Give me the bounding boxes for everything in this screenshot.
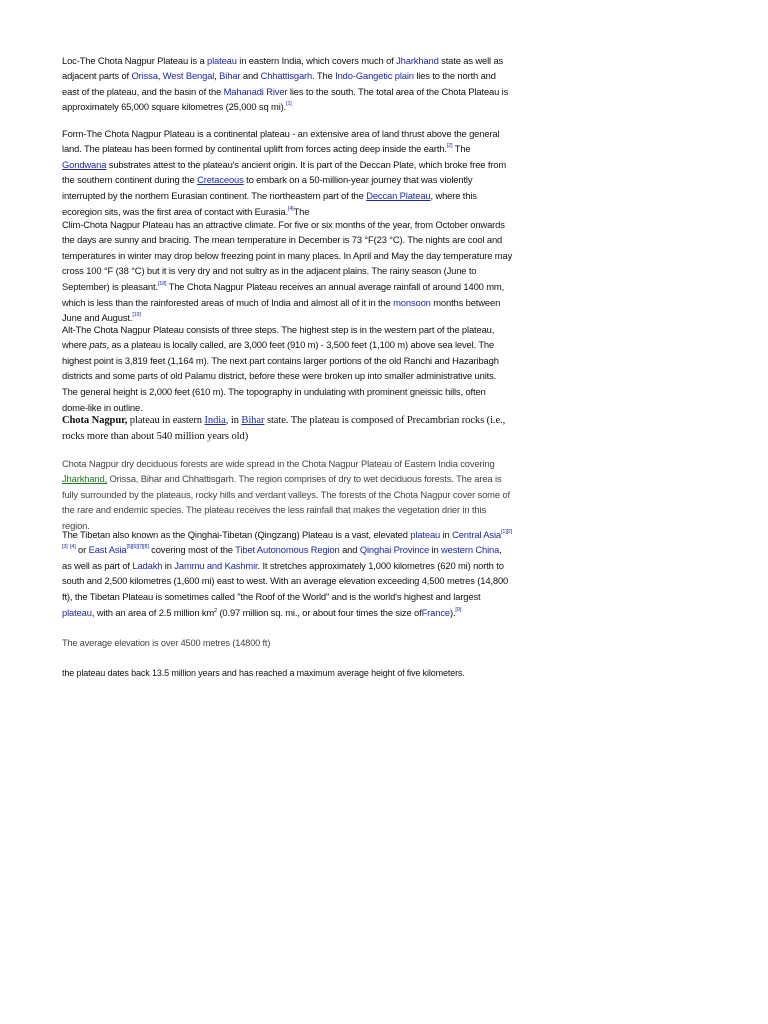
text: in eastern India, which covers much of: [236, 55, 397, 67]
link-orissa[interactable]: Orissa: [131, 71, 158, 83]
citation[interactable]: [4]: [287, 205, 294, 212]
link-cretaceous[interactable]: Cretaceous: [197, 175, 244, 187]
text: Chota Nagpur dry deciduous forests are wide spread in the Chota Nagpur Plateau of Eastern India covering: [62, 458, 495, 470]
text: to embark on a 50-million-year journey that was violently interrupted by the northern Eurasian continent. The northeastern part of the: [62, 175, 473, 202]
link-east-asia[interactable]: East Asia: [88, 545, 127, 557]
link-india[interactable]: India: [204, 414, 226, 426]
paragraph-climate: [62, 218, 513, 327]
link-tibet-autonomous-region[interactable]: Tibet Autonomous Region: [235, 545, 340, 557]
paragraph-altitude: [62, 323, 513, 417]
link-plateau[interactable]: plateau: [62, 607, 92, 619]
citation[interactable]: [18]: [157, 280, 167, 287]
text: and: [240, 71, 261, 83]
citation[interactable]: [1][2][3]: [62, 528, 513, 551]
text: the plateau dates back 13.5 million years and has reached a maximum average height of five kilometers.: [62, 667, 465, 679]
text: . It stretches approximately 1,000 kilometres (620 mi) north to south and 2,500 kilometres (1,600 mi) east to west. With an average elevation exceeding 4,500 metres (14,800 ft), the Tibetan Plateau is sometimes called "the Roof of the World" and is the world's highest and largest: [62, 560, 509, 603]
link-jharkhand[interactable]: Jharkhand,: [62, 474, 108, 486]
text: . The: [312, 71, 336, 83]
paragraph-plateau-age: [62, 666, 532, 682]
link-deccan-plateau[interactable]: Deccan Plateau: [366, 190, 431, 202]
text: The Chota Nagpur Plateau receives an annual average rainfall of around 1400 mm, which is less than the rainforested areas of much of India and almost all of it in the: [62, 281, 505, 309]
text: Form-The Chota Nagpur Plateau is a continental plateau - an extensive area of land thrust above the general land. The plateau has been formed by continental uplift from forces acting deep inside the earth.: [62, 128, 500, 156]
text: months between June and August.: [62, 297, 501, 325]
term-pats: pats: [89, 340, 107, 352]
link-western-china[interactable]: western China: [441, 545, 500, 557]
citation[interactable]: [19]: [132, 312, 141, 319]
link-plateau[interactable]: plateau: [410, 529, 441, 541]
text: plateau in eastern: [127, 414, 205, 426]
text: Clim-Chota Nagpur Plateau has an attractive climate. For five or six months of the year, from October onwards the days are sunny and bracing. The mean temperature in December is 73 °F(23 °C). The nights are cool and temperatures in winter may drop below freezing point in many places. In April and May the day temperature may cross 100 °F (38 °C) but it is very dry and not sultry as in the adjacent plains. The rainy season (June to September) is pleasant.: [62, 219, 513, 293]
text: lies to the north and east of the plateau, and the basin of the: [62, 71, 496, 98]
text: , in: [225, 414, 242, 426]
text: Orissa, Bihar and Chhattisgarh. The region comprises of dry to wet deciduous forests. The area is fully surrounded by the plateaus, rocky hills and verdant valleys. The forests of the Chota Nagpur cover some of the rare and endemic species. The plateau receives the less rainfall that makes the vegetation drier in this region.: [62, 474, 510, 532]
text: lies to the south. The total area of the Chota Plateau is approximately 65,000 square kilometres (25,000 sq mi).: [62, 86, 509, 114]
text: covering most of the: [148, 545, 236, 557]
text: Alt-The Chota Nagpur Plateau consists of three steps. The highest step is in the western part of the plateau, where: [62, 324, 495, 352]
text: state as well as adjacent parts of: [62, 55, 504, 83]
text: ).: [449, 607, 456, 619]
paragraph-average-elevation: [62, 636, 522, 652]
text: in: [429, 545, 442, 557]
link-ladakh[interactable]: Ladakh: [132, 560, 163, 572]
text: The Tibetan also known as the Qinghai-Tibetan (Qingzang) Plateau is a vast, elevated: [62, 529, 411, 541]
text: , where this ecoregion sits, was the first area of contact with Eurasia.: [62, 190, 477, 218]
link-bihar[interactable]: Bihar: [219, 71, 241, 83]
text: in: [440, 529, 453, 541]
link-qinghai-province[interactable]: Qinghai Province: [359, 545, 430, 557]
link-west-bengal[interactable]: West Bengal: [162, 71, 215, 83]
paragraph-tibetan-plateau: [62, 528, 513, 622]
text: or: [75, 545, 89, 557]
paragraph-formation: [62, 127, 513, 221]
link-france[interactable]: France: [421, 607, 450, 619]
text: Loc-The Chota Nagpur Plateau is a: [62, 55, 208, 67]
text: and: [339, 545, 360, 557]
text: The: [452, 144, 471, 156]
link-monsoon[interactable]: monsoon: [393, 297, 431, 309]
link-mahanadi-river[interactable]: Mahanadi River: [223, 86, 288, 98]
text: The average elevation is over 4500 metres (14800 ft): [62, 638, 271, 649]
paragraph-location: [62, 54, 513, 116]
text: , with an area of 2.5 million km: [91, 607, 215, 619]
text: ,: [157, 71, 163, 83]
citation[interactable]: [5][6][7][8]: [126, 544, 149, 551]
text: ,: [214, 71, 220, 83]
paragraph-definition: [62, 412, 523, 444]
link-central-asia[interactable]: Central Asia: [452, 529, 502, 541]
term-chota-nagpur: Chota Nagpur,: [62, 414, 128, 426]
citation[interactable]: [4]: [70, 544, 76, 551]
link-jammu-and-kashmir[interactable]: Jammu and Kashmir: [174, 560, 258, 572]
text: , as well as part of: [62, 545, 502, 572]
text: , as a plateau is locally called, are 3,000 feet (910 m) - 3,500 feet (1,100 m) above sea level. The highest point is 3,819 feet (1,164 m). The next part contains larger portions of the old Ranchi and Hazaribagh districts and some parts of old Palamu district, before these were broken up into smaller administrative units. The general height is 2,000 feet (610 m). The topography in undulating with prominent gneissic hills, often dome-like in outline.: [62, 340, 499, 414]
paragraph-forests: [62, 457, 513, 535]
text: in: [162, 560, 175, 572]
link-gondwana[interactable]: Gondwana: [62, 159, 107, 171]
citation[interactable]: [9]: [455, 606, 461, 613]
citation[interactable]: [1]: [286, 101, 292, 108]
text: substrates attest to the plateau's ancient origin. It is part of the Deccan Plate, which broke free from the southern continent during the: [62, 159, 507, 187]
link-bihar[interactable]: Bihar: [241, 414, 265, 426]
link-chhattisgarh[interactable]: Chhattisgarh: [260, 71, 313, 83]
link-indo-gangetic-plain[interactable]: Indo-Gangetic plain: [335, 71, 414, 83]
text: state. The plateau is composed of Precambrian rocks (i.e., rocks more than about 540 million years old): [62, 414, 506, 442]
text: (0.97 million sq. mi., or about four times the size of: [216, 607, 422, 619]
link-plateau[interactable]: plateau: [207, 55, 237, 67]
text: The: [293, 206, 310, 218]
citation[interactable]: [2]: [446, 143, 453, 150]
link-jharkhand[interactable]: Jharkhand: [396, 55, 439, 67]
superscript: 2: [214, 607, 217, 614]
